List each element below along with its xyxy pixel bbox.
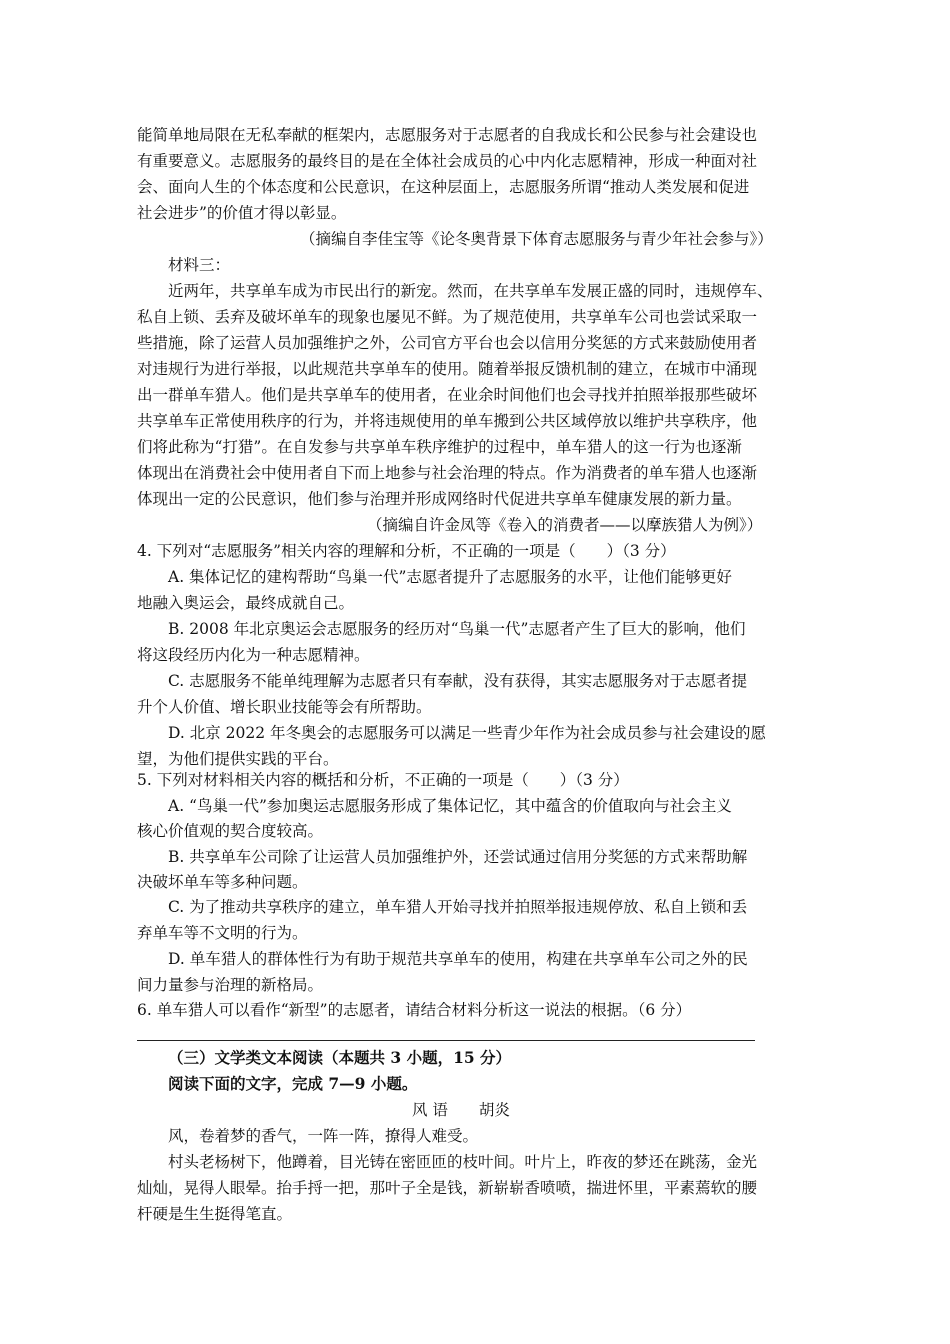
story-paragraph-cont: 灿灿，晃得人眼晕。抬手捋一把，那叶子全是钱，新崭崭香喷喷，揣进怀里，平素蔫软的腰 <box>137 1179 758 1197</box>
section-divider <box>137 1040 755 1041</box>
story-paragraph: 村头老杨树下，他蹲着，目光铸在密匝匝的枝叶间。叶片上，昨夜的梦还在跳荡，金光 <box>168 1153 758 1171</box>
q5-option-b-cont: 决破坏单车等多种问题。 <box>137 873 308 891</box>
material2-source: （摘编自李佳宝等《论冬奥背景下体育志愿服务与青少年社会参与》） <box>300 230 773 248</box>
q5-option-a-cont: 核心价值观的契合度较高。 <box>137 822 324 840</box>
material3-line: 些措施，除了运营人员加强维护之外，公司官方平台也会以信用分奖惩的方式来鼓励使用者 <box>137 334 758 352</box>
material3-line: 近两年，共享单车成为市民出行的新宠。然而，在共享单车发展正盛的同时，违规停车、 <box>168 282 773 300</box>
material3-line: 体现出在消费社会中使用者自下而上地参与社会治理的特点。作为消费者的单车猎人也逐渐 <box>137 464 758 482</box>
question-5-stem: 5. 下列对材料相关内容的概括和分析，不正确的一项是（ ）（3 分） <box>137 771 629 789</box>
q4-option-b-cont: 将这段经历内化为一种志愿精神。 <box>137 646 370 664</box>
story-paragraph-cont: 杆硬是生生挺得笔直。 <box>137 1205 293 1223</box>
material3-heading: 材料三： <box>168 256 231 274</box>
q4-option-c-cont: 升个人价值、增长职业技能等会有所帮助。 <box>137 698 432 716</box>
material3-source: （摘编自许金凤等《卷入的消费者——以摩族猎人为例》） <box>367 516 763 534</box>
question-6-stem: 6. 单车猎人可以看作“新型”的志愿者，请结合材料分析这一说法的根据。（6 分） <box>137 1001 692 1019</box>
q5-option-d-cont: 间力量参与治理的新格局。 <box>137 976 324 994</box>
material3-line: 们将此称为“打猎”。在自发参与共享单车秩序维护的过程中，单车猎人的这一行为也逐渐 <box>137 438 742 456</box>
material3-line: 对违规行为进行举报，以此规范共享单车的使用。随着举报反馈机制的建立，在城市中涌现 <box>137 360 758 378</box>
material2-line: 能简单地局限在无私奉献的框架内，志愿服务对于志愿者的自我成长和公民参与社会建设也 <box>137 126 758 144</box>
question-4-stem: 4. 下列对“志愿服务”相关内容的理解和分析，不正确的一项是（ ）（3 分） <box>137 542 676 560</box>
q4-option-d: D. 北京 2022 年冬奥会的志愿服务可以满足一些青少年作为社会成员参与社会建设的愿 <box>168 724 767 742</box>
q4-option-d-cont: 望，为他们提供实践的平台。 <box>137 750 339 768</box>
q4-option-b: B. 2008 年北京奥运会志愿服务的经历对“鸟巢一代”志愿者产生了巨大的影响，他们 <box>168 620 746 638</box>
material3-line: 私自上锁、丢弃及破坏单车的现象也屡见不鲜。为了规范使用，共享单车公司也尝试采取一 <box>137 308 758 326</box>
material3-line: 出一群单车猎人。他们是共享单车的使用者，在业余时间他们也会寻找并拍照举报那些破坏 <box>137 386 758 404</box>
q4-option-a-cont: 地融入奥运会，最终成就自己。 <box>137 594 355 612</box>
material2-line: 有重要意义。志愿服务的最终目的是在全体社会成员的心中内化志愿精神，形成一种面对社 <box>137 152 758 170</box>
q5-option-b: B. 共享单车公司除了让运营人员加强维护外，还尝试通过信用分奖惩的方式来帮助解 <box>168 848 748 866</box>
material2-line: 社会进步”的价值才得以彰显。 <box>137 204 347 222</box>
material3-line: 共享单车正常使用秩序的行为，并将违规使用的单车搬到公共区域停放以维护共享秩序，他 <box>137 412 758 430</box>
section-3-heading: （三）文学类文本阅读（本题共 3 小题，15 分） <box>168 1048 512 1067</box>
q5-option-c: C. 为了推动共享秩序的建立，单车猎人开始寻找并拍照举报违规停放、私自上锁和丢 <box>168 898 748 916</box>
q4-option-a: A. 集体记忆的建构帮助“鸟巢一代”志愿者提升了志愿服务的水平，让他们能够更好 <box>168 568 732 586</box>
material3-line: 体现出一定的公民意识，他们参与治理并形成网络时代促进共享单车健康发展的新力量。 <box>137 490 742 508</box>
story-title: 风 语 胡炎 <box>412 1101 510 1119</box>
section-3-instruction: 阅读下面的文字，完成 7—9 小题。 <box>168 1074 418 1093</box>
material2-line: 会、面向人生的个体态度和公民意识，在这种层面上，志愿服务所谓“推动人类发展和促进 <box>137 178 750 196</box>
q5-option-d: D. 单车猎人的群体性行为有助于规范共享单车的使用，构建在共享单车公司之外的民 <box>168 950 748 968</box>
q5-option-c-cont: 弃单车等不文明的行为。 <box>137 924 308 942</box>
q5-option-a: A. “鸟巢一代”参加奥运志愿服务形成了集体记忆，其中蕴含的价值取向与社会主义 <box>168 797 732 815</box>
story-paragraph: 风，卷着梦的香气，一阵一阵，撩得人难受。 <box>168 1127 479 1145</box>
q4-option-c: C. 志愿服务不能单纯理解为志愿者只有奉献，没有获得，其实志愿服务对于志愿者提 <box>168 672 748 690</box>
